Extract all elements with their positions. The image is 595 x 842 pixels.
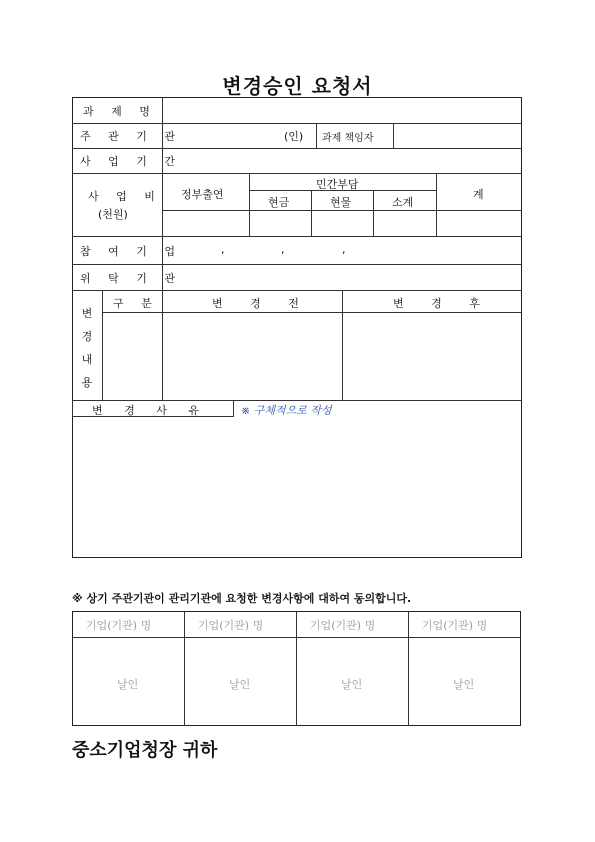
org-name-label: 기업(기관) 명: [310, 619, 376, 632]
seal-placeholder: 날인: [453, 678, 475, 691]
reason-guide-note: ※ 구체적으로 작성: [241, 404, 332, 417]
project-name-label: 과 제 명: [83, 105, 157, 118]
org-name-label: 기업(기관) 명: [198, 619, 264, 632]
addressee-footer: 중소기업청장 귀하: [72, 740, 218, 761]
budget-unit-label: (천원): [98, 208, 128, 221]
category-header: 구 분: [113, 297, 159, 310]
project-leader-label: 과제 책임자: [322, 133, 374, 144]
before-change-header: 변 경 전: [212, 297, 311, 310]
lead-org-label: 주 관 기 관: [80, 130, 182, 143]
seal-placeholder: 날인: [341, 678, 363, 691]
change-content-vertical-label: 변 경 내 용: [81, 307, 93, 389]
participants-label: 참 여 기 업: [80, 245, 182, 258]
org-name-label: 기업(기관) 명: [422, 619, 488, 632]
seal-placeholder: 날인: [117, 678, 139, 691]
project-period-label: 사 업 기 간: [80, 155, 182, 168]
contractor-label: 위 탁 기 관: [80, 272, 182, 285]
total-header: 계: [473, 188, 484, 201]
org-name-label: 기업(기관) 명: [86, 619, 152, 632]
participant-comma: ,: [221, 243, 225, 256]
private-burden-header: 민간부담: [316, 178, 359, 191]
seal-placeholder: 날인: [229, 678, 251, 691]
after-change-header: 변 경 후: [393, 297, 492, 310]
budget-label: 사 업 비: [88, 190, 162, 203]
page-title: 변경승인 요청서: [222, 74, 373, 98]
cash-header: 현금: [268, 196, 290, 209]
seal-mark: (인): [284, 130, 304, 143]
consent-statement: ※ 상기 주관기관이 관리기관에 요청한 변경사항에 대하여 동의합니다.: [72, 592, 412, 605]
participant-comma: ,: [281, 243, 285, 256]
in-kind-header: 현물: [330, 196, 352, 209]
gov-fund-header: 정부출연: [181, 188, 224, 201]
subtotal-header: 소계: [392, 196, 414, 209]
participant-comma: ,: [342, 243, 346, 256]
change-reason-label: 변 경 사 유: [92, 404, 208, 417]
